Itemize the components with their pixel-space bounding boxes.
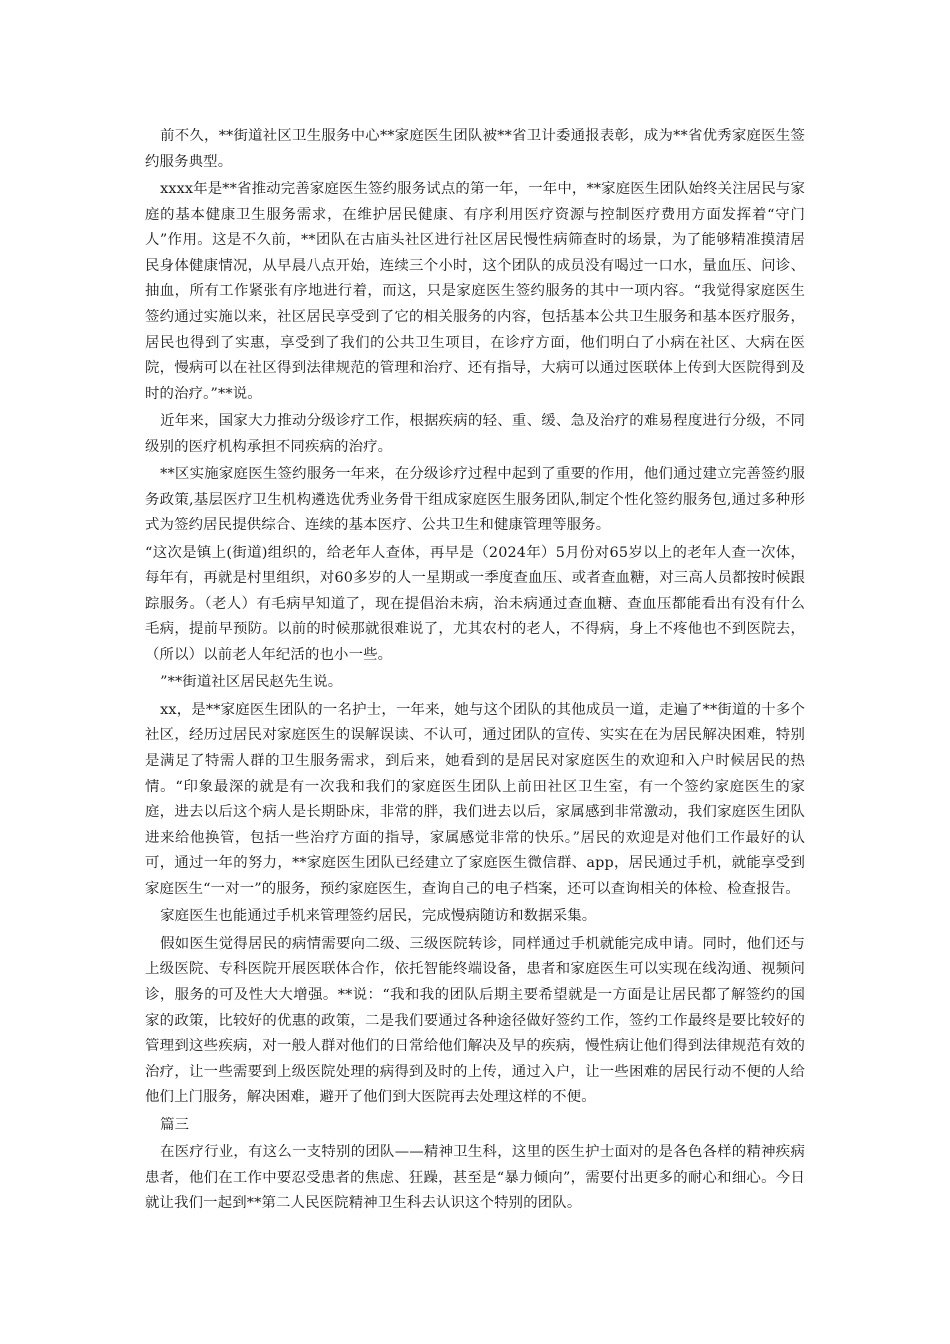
paragraph-district-service: **区实施家庭医生签约服务一年来，在分级诊疗过程中起到了重要的作用，他们通过建立完善签约服务政策,基层医疗卫生机构遴选优秀业务骨干组成家庭医生服务团队,制定个性化签约服务包,通过多种形式为签约居民提供综合、连续的基本医疗、公共卫生和健康管理等服务。 [145,466,805,534]
section-heading: 篇三 [160,1116,190,1133]
paragraph-nurse-story: xx，是**家庭医生团队的一名护士，一年来，她与这个团队的其他成员一道，走遍了**街道的十多个社区，经历过居民对家庭医生的误解误读、不认可，通过团队的宣传、实实在在为居民解决困难，特别是满足了特需人群的卫生服务需求，到后来，她看到的是居民对家庭医生的欢迎和入户时候居民的热情。“印象最深的就是有一次我和我们的家庭医生团队上前田社区卫生室，有一个签约家庭医生的家庭，进去以后这个病人是长期卧床，非常的胖，我们进去以后，家属感到非常激动，我们家庭医生团队进来给他换管，包括一些治疗方面的指导，家属感觉非常的快乐。”居民的欢迎是对他们工作最好的认可，通过一年的努力，**家庭医生团队已经建立了家庭医生微信群、app，居民通过手机，就能享受到家庭医生“一对一”的服务，预约家庭医生，查询自己的电子档案，还可以查询相关的体检、检查报告。 [145,701,805,897]
paragraph-pilot-year: xxxx年是**省推动完善家庭医生签约服务试点的第一年，一年中，**家庭医生团队始终关注居民与家庭的基本健康卫生服务需求，在维护居民健康、有序利用医疗资源与控制医疗费用方面发挥着“守门人”作用。这是不久前，**团队在古庙头社区进行社区居民慢性病筛查时的场景，为了能够精准摸清居民身体健康情况，从早晨八点开始，连续三个小时，这个团队的成员没有喝过一口水，量血压、问诊、抽血，所有工作紧张有序地进行着，而这，只是家庭医生签约服务的其中一项内容。“我觉得家庭医生签约通过实施以来，社区居民享受到了它的相关服务的内容，包括基本公共卫生服务和基本医疗服务，居民也得到了实惠，享受到了我们的公共卫生项目，在诊疗方面，他们明白了小病在社区、大病在医院，慢病可以在社区得到法律规范的管理和治疗、还有指导，大病可以通过医联体上传到大医院得到及时的治疗。”**说。 [145,180,805,402]
paragraph-mobile-management: 家庭医生也能通过手机来管理签约居民，完成慢病随访和数据采集。 [160,908,597,925]
paragraph-mental-health: 在医疗行业，有这么一支特别的团队——精神卫生科，这里的医生护士面对的是各色各样的精神疾病患者，他们在工作中要忍受患者的焦虑、狂躁，甚至是“暴力倾向”，需要付出更多的耐心和细心。今日就让我们一起到**第二人民医院精神卫生科去认识这个特别的团队。 [145,1144,805,1212]
paragraph-tiered-care: 近年来，国家大力推动分级诊疗工作，根据疾病的轻、重、缓、急及治疗的难易程度进行分级，不同级别的医疗机构承担不同疾病的治疗。 [145,413,805,455]
paragraph-resident-quote: “这次是镇上(街道)组织的，给老年人查体，再早是（2024年）5月份对65岁以上的老年人查一次体，每年有，再就是村里组织，对60多岁的人一星期或一季度查血压、或者查血糖，对三高人员都按时候跟踪服务。（老人）有毛病早知道了，现在提倡治未病，治未病通过查血糖、查血压都能看出有没有什么毛病，提前早预防。以前的时候那就很难说了，尤其农村的老人，不得病，身上不疼他也不到医院去，（所以）以前老人年纪活的也小一些。 [145,544,805,664]
document-page [145,124,805,1219]
paragraph-quote-attribution: ”**街道社区居民赵先生说。 [160,674,343,691]
paragraph-referral: 假如医生觉得居民的病情需要向二级、三级医院转诊，同样通过手机就能完成申请。同时，他们还与上级医院、专科医院开展医联体合作，依托智能终端设备，患者和家庭医生可以实现在线沟通、视频问诊，服务的可及性大大增强。**说：“我和我的团队后期主要希望就是一方面是让居民都了解签约的国家的政策，比较好的优惠的政策，二是我们要通过各种途径做好签约工作，签约工作最终是要比较好的管理到这些疾病，对一般人群对他们的日常给他们解决及早的疾病，慢性病让他们得到法律规范有效的治疗，让一些需要到上级医院处理的病得到及时的上传，通过入户，让一些困难的居民行动不便的人给他们上门服务，解决困难，避开了他们到大医院再去处理这样的不便。 [145,935,805,1106]
paragraph-commendation: 前不久，**街道社区卫生服务中心**家庭医生团队被**省卫计委通报表彰，成为**省优秀家庭医生签约服务典型。 [145,128,805,170]
